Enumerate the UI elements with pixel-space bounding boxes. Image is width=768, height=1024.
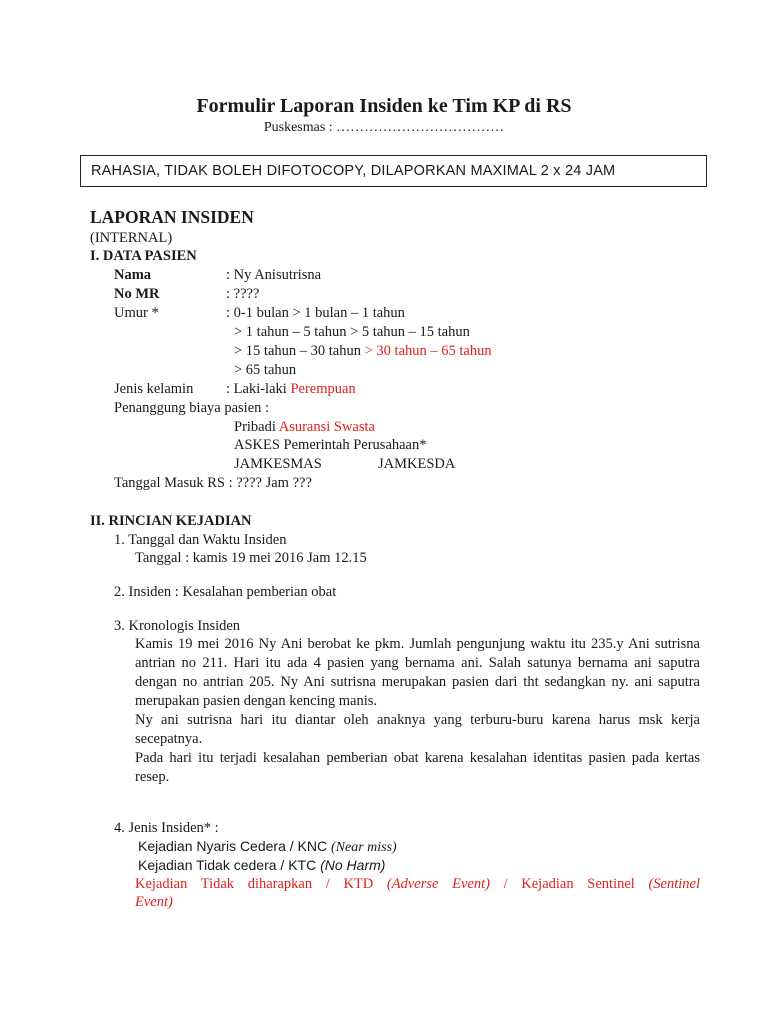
jk-option-selected: Perempuan — [290, 381, 356, 397]
ktd-english: (Adverse Event) — [386, 876, 490, 892]
ktc-english: (No Harm) — [320, 857, 386, 873]
form-title: Formulir Laporan Insiden ke Tim KP di RS — [196, 95, 572, 117]
item4-option-3-cont — [135, 894, 173, 911]
umur-row-4 — [234, 362, 296, 379]
knc-label: Kejadian Nyaris Cedera / KNC — [138, 838, 328, 854]
biaya-row-3b — [378, 456, 455, 473]
umur-option: > 5 tahun – 15 tahun — [350, 324, 470, 340]
report-heading: LAPORAN INSIDEN — [90, 207, 254, 227]
umur-option: > 1 tahun – 5 tahun — [234, 324, 347, 340]
jenis-kelamin-label: Jenis kelamin — [114, 381, 194, 397]
item1-value: Tanggal : kamis 19 mei 2016 Jam 12.15 — [135, 550, 367, 566]
item1-label: 1. Tanggal dan Waktu Insiden — [114, 532, 287, 548]
item4-label: 4. Jenis Insiden* : — [114, 820, 219, 836]
kronologis-paragraph: Pada hari itu terjadi kesalahan pemberian obat karena kesalahan identitas pasien pada kertas resep. — [135, 750, 700, 785]
kronologis-text — [135, 635, 700, 787]
report-subheading: (INTERNAL) — [90, 230, 173, 246]
confidential-notice-box — [80, 155, 707, 187]
sentinel-english: (Sentinel — [648, 876, 700, 892]
sentinel-label: / Kejadian Sentinel — [503, 876, 635, 892]
nomr-value: : ???? — [226, 286, 260, 302]
section-rincian-heading: II. RINCIAN KEJADIAN — [90, 513, 252, 529]
nomr-label: No MR — [114, 286, 160, 302]
biaya-option: Perusahaan* — [353, 437, 427, 453]
nama-value: : Ny Anisutrisna — [226, 267, 322, 283]
item2-insiden: 2. Insiden : Kesalahan pemberian obat — [114, 584, 337, 600]
kronologis-paragraph: Ny ani sutrisna hari itu diantar oleh anaknya yang terburu-buru karena harus msk kerja secepatnya. — [135, 712, 700, 747]
item4-option-1 — [138, 838, 397, 856]
biaya-option: JAMKESMAS — [234, 456, 322, 472]
umur-label: Umur * — [114, 305, 159, 321]
jenis-kelamin-options — [226, 381, 356, 398]
sentinel-english-cont: Event) — [135, 894, 173, 910]
jk-colon: : — [226, 381, 231, 397]
biaya-row-3a — [234, 456, 322, 473]
item4-option-2 — [138, 857, 385, 873]
ktd-label: Kejadian Tidak diharapkan / KTD — [135, 876, 374, 892]
umur-option: > 1 bulan – 1 tahun — [292, 305, 405, 321]
biaya-option: ASKES Pemerintah — [234, 437, 350, 453]
biaya-option: JAMKESDA — [378, 456, 456, 472]
ktc-label: Kejadian Tidak cedera / KTC — [138, 857, 317, 873]
umur-option: 0-1 bulan — [233, 305, 289, 321]
tanggal-masuk: Tanggal Masuk RS : ???? Jam ??? — [114, 475, 312, 491]
form-subtitle: Puskesmas : ……………………………… — [263, 120, 505, 135]
umur-option: > 65 tahun — [234, 362, 297, 378]
biaya-row-2 — [234, 437, 427, 454]
umur-colon: : — [226, 305, 231, 321]
biaya-option: Pribadi — [234, 419, 276, 435]
knc-english: (Near miss) — [330, 840, 397, 855]
umur-row-2 — [234, 324, 470, 341]
nama-label: Nama — [114, 267, 152, 283]
umur-row-1 — [226, 305, 405, 322]
biaya-row-1 — [234, 419, 375, 436]
umur-option-selected: > 30 tahun – 65 tahun — [364, 343, 492, 359]
kronologis-paragraph: Kamis 19 mei 2016 Ny Ani berobat ke pkm. Jumlah pengunjung waktu itu 235.y Ani sutrisna antrian no 211. Hari itu ada 4 pasien yang bernama ani. Salah satunya bernama ani saputra dengan no antrian 205. Ny Ani sutrisna merupakan pasien dari tht sedangkan ny. ani saputra merupakan pasien dengan kencing manis. — [135, 636, 700, 709]
confidential-notice-text: RAHASIA, TIDAK BOLEH DIFOTOCOPY, DILAPORKAN MAXIMAL 2 x 24 JAM — [91, 163, 616, 179]
item3-label: 3. Kronologis Insiden — [114, 618, 241, 634]
biaya-option-selected: Asuransi Swasta — [278, 419, 375, 435]
umur-row-3 — [234, 343, 492, 360]
jk-option: Laki-laki — [233, 381, 287, 397]
umur-option: > 15 tahun – 30 tahun — [234, 343, 361, 359]
item4-option-3 — [135, 876, 700, 893]
section-data-pasien-heading: I. DATA PASIEN — [90, 248, 197, 264]
penanggung-biaya-label: Penanggung biaya pasien : — [114, 400, 270, 416]
